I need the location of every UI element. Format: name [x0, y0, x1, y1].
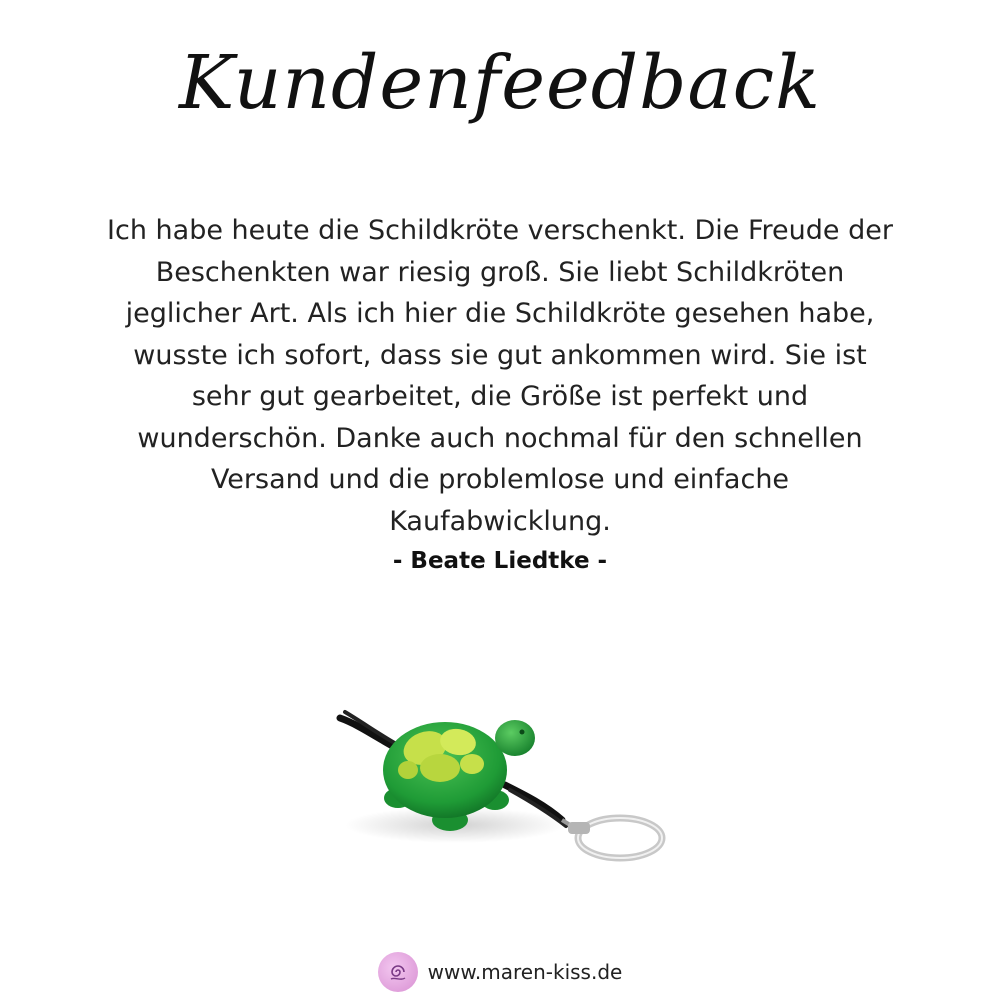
website-link[interactable]: www.maren-kiss.de — [427, 960, 623, 984]
page-title: Kundenfeedback — [179, 40, 821, 126]
feedback-author: - Beate Liedtke - — [392, 548, 608, 574]
product-image — [300, 600, 700, 900]
turtle-charm-icon — [300, 600, 700, 900]
feedback-quote: Ich habe heute die Schildkröte verschenkt. Die Freude der Beschenkten war riesig groß. Sie liebt Schildkröten jeglicher Art. Als ich hier die Schildkröte gesehen habe, wusste ich sofort, dass sie gut ankommen wird. Sie ist sehr gut gearbeitet, die Größe ist perfekt und wunderschön. Danke auch nochmal für den schnellen Versand und die problemlose und einfache Kaufabwicklung. — [107, 215, 893, 537]
footer — [0, 948, 1000, 996]
spiral-logo-icon — [378, 952, 418, 992]
